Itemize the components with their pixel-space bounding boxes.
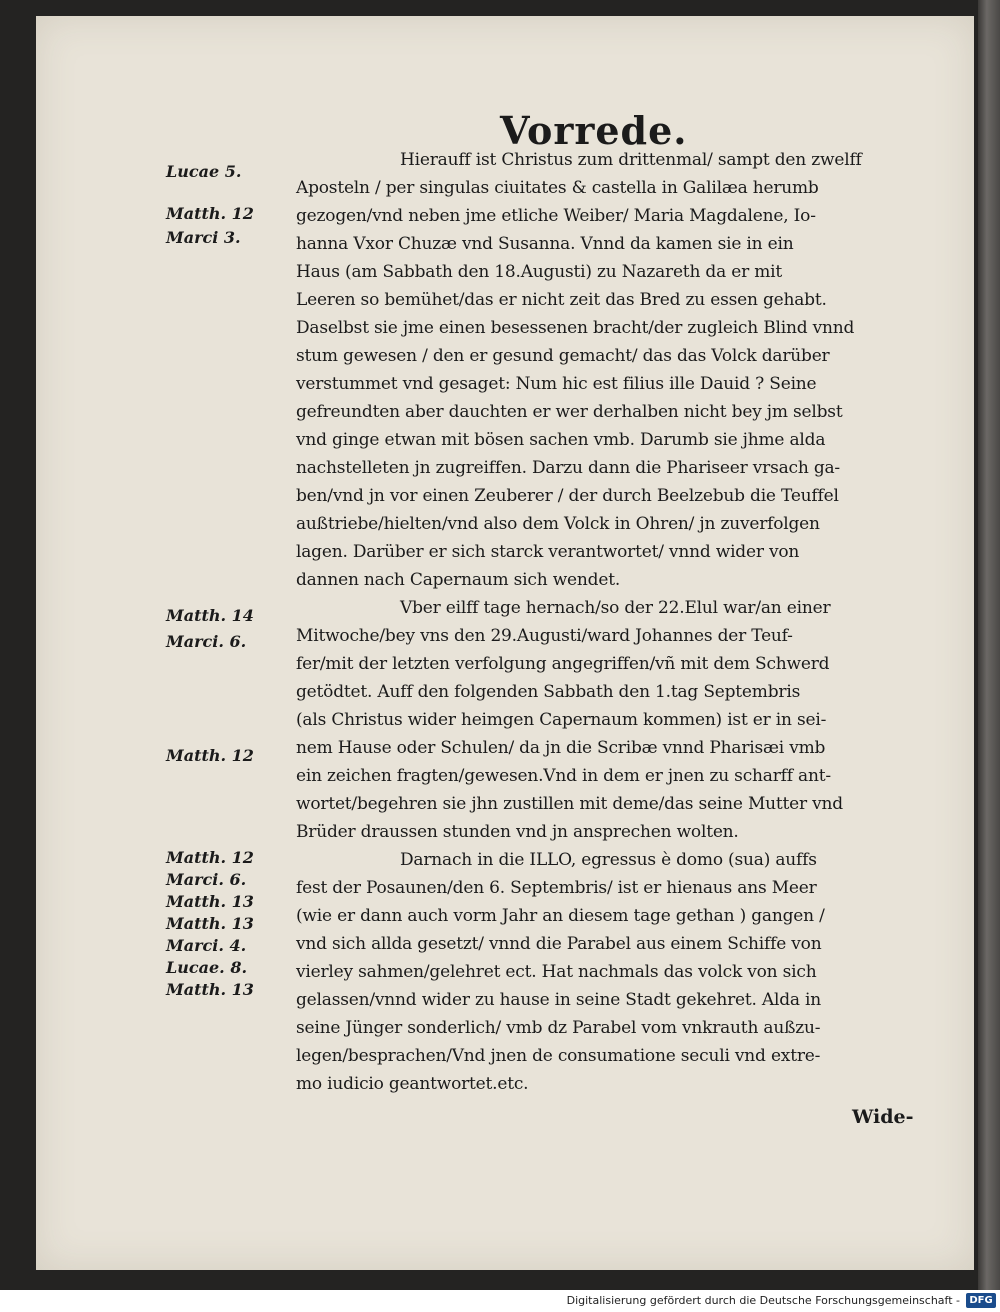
margin-ref: Marci 3. (166, 228, 241, 247)
text-line: nem Hause oder Schulen/ da jn die Scribæ vnnd Pharisæi vmb (296, 738, 826, 758)
text-line: Vber eilff tage hernach/so der 22.Elul war/an einer (400, 598, 831, 618)
text-line: außtriebe/hielten/vnd also dem Volck in Ohren/ jn zuverfolgen (296, 514, 820, 534)
text-line: nachstelleten jn zugreiffen. Darzu dann die Phariseer vrsach ga- (296, 458, 840, 478)
margin-ref: Marci. 4. (166, 936, 247, 955)
text-line: Aposteln / per singulas ciuitates & castella in Galilæa herumb (296, 178, 819, 198)
text-line: fer/mit der letzten verfolgung angegriffen/vñ mit dem Schwerd (296, 654, 830, 674)
book-spine (978, 0, 1000, 1290)
text-line: hanna Vxor Chuzæ vnd Susanna. Vnnd da kamen sie in ein (296, 234, 794, 254)
text-line: seine Jünger sonderlich/ vmb dz Parabel vom vnkrauth außzu- (296, 1018, 821, 1038)
text-line: gezogen/vnd neben jme etliche Weiber/ Maria Magdalene, Io- (296, 206, 816, 226)
text-line: vnd ginge etwan mit bösen sachen vmb. Darumb sie jhme alda (296, 430, 826, 450)
text-line: ein zeichen fragten/gewesen.Vnd in dem er jnen zu scharff ant- (296, 766, 831, 786)
text-line: (als Christus wider heimgen Capernaum kommen) ist er in sei- (296, 710, 827, 730)
text-line: lagen. Darüber er sich starck verantwortet/ vnnd wider von (296, 542, 800, 562)
catchword: Wide- (852, 1106, 914, 1128)
margin-ref: Matth. 14 (166, 606, 254, 625)
funding-notice: Digitalisierung gefördert durch die Deutsche Forschungsgemeinschaft - (566, 1294, 960, 1307)
text-line: gefreundten aber dauchten er wer derhalben nicht bey jm selbst (296, 402, 843, 422)
text-line: (wie er dann auch vorm Jahr an diesem tage gethan ) gangen / (296, 906, 825, 926)
margin-ref: Matth. 13 (166, 892, 254, 911)
footer-bar (0, 1290, 1000, 1312)
text-line: legen/besprachen/Vnd jnen de consumatione seculi vnd extre- (296, 1046, 821, 1066)
text-line: fest der Posaunen/den 6. Septembris/ ist er hienaus ans Meer (296, 878, 817, 898)
margin-ref: Matth. 12 (166, 746, 254, 765)
margin-ref: Lucae. 8. (166, 958, 248, 977)
text-line: Brüder draussen stunden vnd jn ansprechen wolten. (296, 822, 739, 842)
text-line: stum gewesen / den er gesund gemacht/ das das Volck darüber (296, 346, 830, 366)
text-line: Mitwoche/bey vns den 29.Augusti/ward Johannes der Teuf- (296, 626, 793, 646)
text-line: gelassen/vnnd wider zu hause in seine Stadt gekehret. Alda in (296, 990, 822, 1010)
text-line: mo iudicio geantwortet.etc. (296, 1074, 529, 1094)
text-line: Daselbst sie jme einen besessenen bracht/der zugleich Blind vnnd (296, 318, 855, 338)
margin-ref: Matth. 13 (166, 914, 254, 933)
text-line: Darnach in die ILLO, egressus è domo (sua) auffs (400, 850, 817, 870)
text-line: Hierauff ist Christus zum drittenmal/ sampt den zwelff (400, 150, 862, 170)
text-line: wortet/begehren sie jhn zustillen mit deme/das seine Mutter vnd (296, 794, 843, 814)
margin-ref: Matth. 12 (166, 848, 254, 867)
margin-ref: Marci. 6. (166, 632, 247, 651)
text-line: dannen nach Capernaum sich wendet. (296, 570, 621, 590)
margin-ref: Marci. 6. (166, 870, 247, 889)
text-line: vnd sich allda gesetzt/ vnnd die Parabel aus einem Schiffe von (296, 934, 822, 954)
dfg-logo-icon: DFG (966, 1293, 996, 1308)
text-line: Haus (am Sabbath den 18.Augusti) zu Nazareth da er mit (296, 262, 782, 282)
page-heading: Vorrede. (500, 108, 688, 153)
text-line: ben/vnd jn vor einen Zeuberer / der durch Beelzebub die Teuffel (296, 486, 839, 506)
text-line: getödtet. Auff den folgenden Sabbath den 1.tag Septembris (296, 682, 801, 702)
text-line: verstummet vnd gesaget: Num hic est filius ille Dauid ? Seine (296, 374, 817, 394)
margin-ref: Lucae 5. (166, 162, 242, 181)
text-line: vierley sahmen/gelehret ect. Hat nachmals das volck von sich (296, 962, 817, 982)
margin-ref: Matth. 12 (166, 204, 254, 223)
text-line: Leeren so bemühet/das er nicht zeit das Bred zu essen gehabt. (296, 290, 827, 310)
margin-ref: Matth. 13 (166, 980, 254, 999)
